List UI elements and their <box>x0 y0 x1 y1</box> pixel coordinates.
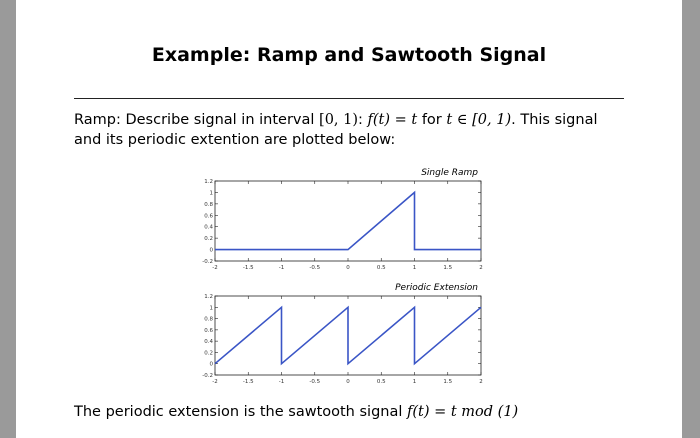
ramp-ytick-label: 0.8 <box>204 201 213 208</box>
periodic-xtick-label: 2 <box>479 379 483 385</box>
ramp-ytick-label: 0 <box>209 247 213 254</box>
periodic-extension-chart <box>16 0 682 438</box>
periodic-ytick-label: 0.2 <box>204 350 213 357</box>
ramp-ytick-label: 0.4 <box>204 224 213 231</box>
ramp-ytick-label: 1 <box>209 190 213 197</box>
intro-for: for <box>417 112 447 128</box>
ramp-ytick-label: 0.6 <box>204 213 213 220</box>
intro-lead: Ramp: Describe signal in interval <box>74 112 320 128</box>
slide-title: Example: Ramp and Sawtooth Signal <box>151 44 547 66</box>
ramp-ytick-label: 0.2 <box>204 236 213 243</box>
ramp-xtick-label: -2 <box>212 265 218 271</box>
periodic-xtick-label: 1.5 <box>443 379 453 385</box>
function-math: f(t) = t <box>367 112 418 128</box>
ramp-xtick-label: 1.5 <box>443 265 453 271</box>
ramp-xtick-label: -1 <box>278 265 285 271</box>
periodic-series-line <box>215 307 481 363</box>
ramp-xtick-label: 0 <box>346 265 350 271</box>
periodic-xtick-label: -1 <box>278 379 285 385</box>
ramp-ytick-label: -0.2 <box>202 259 213 265</box>
periodic-xtick-label: -0.5 <box>309 379 321 385</box>
sawtooth-formula: f(t) = t mod (1) <box>406 404 519 420</box>
footer-lead: The periodic extension is the sawtooth signal <box>74 404 407 420</box>
periodic-ytick-label: -0.2 <box>202 373 213 379</box>
periodic-xtick-label: -1.5 <box>242 379 254 385</box>
condition-math: t ∈ [0, 1) <box>446 112 512 128</box>
ramp-xtick-label: -0.5 <box>309 265 321 271</box>
intro-period: . This signal <box>511 112 598 128</box>
slide <box>16 0 682 438</box>
periodic-xtick-label: -2 <box>212 379 218 385</box>
ramp-xtick-label: 2 <box>479 265 483 271</box>
periodic-xtick-label: 0 <box>346 379 350 385</box>
periodic-xtick-label: 0.5 <box>376 379 386 385</box>
periodic-ytick-label: 0.6 <box>204 327 213 334</box>
periodic-chart-title: Periodic Extension <box>395 283 478 293</box>
periodic-ytick-label: 1.2 <box>204 294 213 300</box>
periodic-ytick-label: 0.8 <box>204 316 213 323</box>
periodic-ytick-label: 1 <box>209 305 213 312</box>
intro-line2: and its periodic extention are plotted below: <box>74 132 396 148</box>
ramp-xtick-label: 1 <box>412 265 417 271</box>
periodic-xtick-label: 1 <box>412 379 417 385</box>
periodic-ytick-label: 0 <box>209 361 213 368</box>
ramp-ytick-label: 1.2 <box>204 179 213 185</box>
periodic-ytick-label: 0.4 <box>204 339 213 346</box>
ramp-xtick-label: -1.5 <box>242 265 254 271</box>
ramp-chart-title: Single Ramp <box>421 168 478 178</box>
intro-colon: : <box>358 112 368 128</box>
interval-math: [0, 1) <box>319 112 359 128</box>
ramp-xtick-label: 0.5 <box>376 265 386 271</box>
